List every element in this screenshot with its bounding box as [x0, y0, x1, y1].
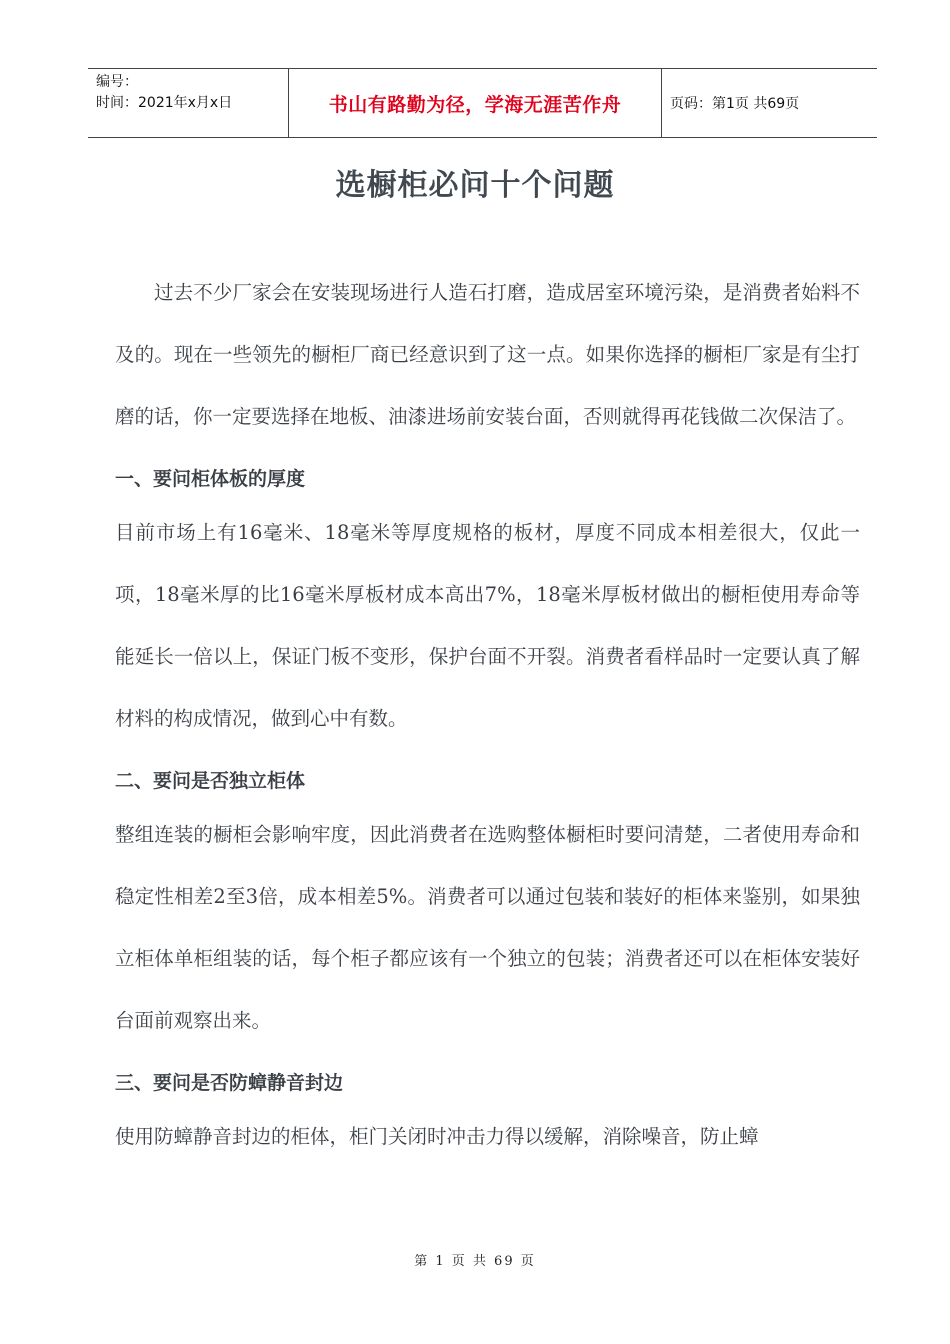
page-footer: 第 1 页 共 69 页 [414, 1254, 536, 1269]
section-paragraph: 整组连装的橱柜会影响牢度，因此消费者在选购整体橱柜时要问清楚，二者使用寿命和稳定性相差2至3倍，成本相差5%。消费者可以通过包装和装好的柜体来鉴别，如果独立柜体单柜组装的话，每个柜子都应该有一个独立的包装；消费者还可以在柜体安装好台面前观察出来。 [115, 823, 860, 1032]
document-header [88, 68, 877, 138]
section-heading: 一、要问柜体板的厚度 [115, 468, 306, 490]
document-body [115, 262, 860, 1168]
time-label: 时间：2021年x月x日 [96, 95, 233, 111]
section-paragraph: 目前市场上有16毫米、18毫米等厚度规格的板材，厚度不同成本相差很大，仅此一项，18毫米厚的比16毫米厚板材成本高出7%，18毫米厚板材做出的橱柜使用寿命等能延长一倍以上，保证门板不变形，保护台面不开裂。消费者看样品时一定要认真了解材料的构成情况，做到心中有数。 [115, 521, 860, 730]
section-heading: 三、要问是否防蟑静音封边 [115, 1072, 344, 1094]
header-motto: 书山有路勤为径，学海无涯苦作舟 [288, 69, 662, 137]
intro-paragraph: 过去不少厂家会在安装现场进行人造石打磨，造成居室环境污染，是消费者始料不及的。现在一些领先的橱柜厂商已经意识到了这一点。如果你选择的橱柜厂家是有尘打磨的话，你一定要选择在地板、油漆进场前安装台面，否则就得再花钱做二次保洁了。 [115, 281, 860, 428]
header-page-info: 页码：第1页 共69页 [670, 96, 800, 112]
section-heading: 二、要问是否独立柜体 [115, 770, 306, 792]
document-title: 选橱柜必问十个问题 [335, 168, 615, 203]
number-label: 编号： [96, 74, 138, 90]
header-meta [88, 69, 288, 137]
section-paragraph: 使用防蟑静音封边的柜体，柜门关闭时冲击力得以缓解，消除噪音，防止蟑 [115, 1125, 759, 1148]
